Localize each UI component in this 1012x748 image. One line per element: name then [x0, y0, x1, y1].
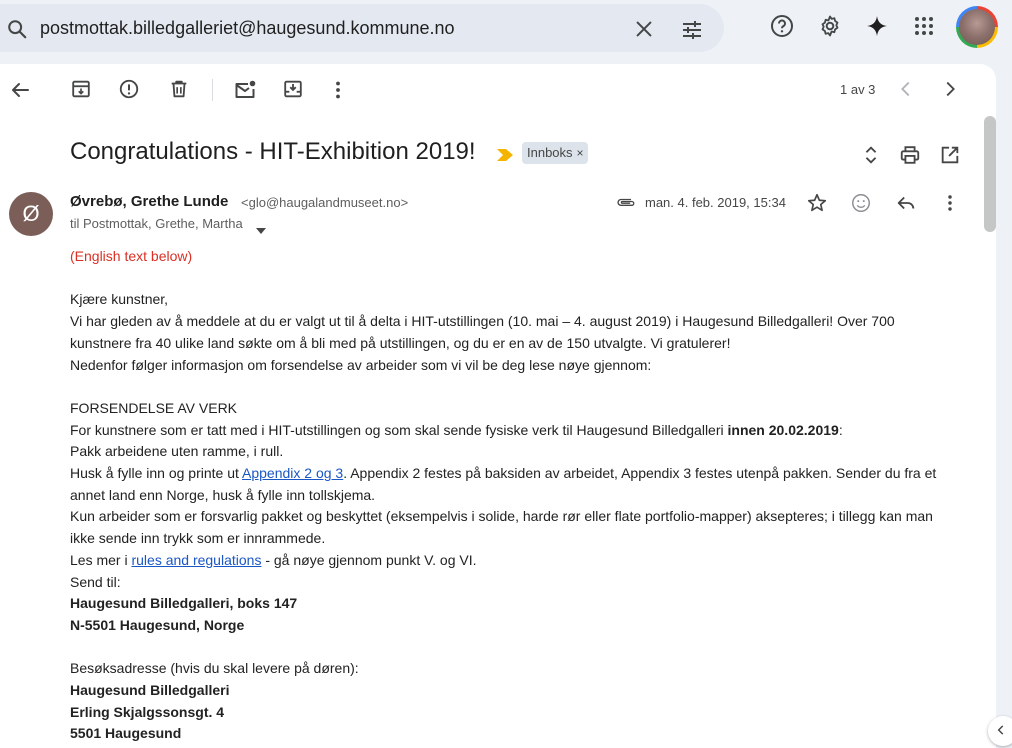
address-line: Erling Skjalgssonsgt. 4: [70, 703, 225, 720]
body-line: kunstnere fra 40 ulike land søkte om å bli med på utstillingen, og du er en av de 150 utvalgte. Vi gratulerer!: [70, 334, 731, 351]
archive-icon[interactable]: [70, 78, 94, 102]
section-title: FORSENDELSE AV VERK: [70, 399, 238, 416]
email-subject: Congratulations - HIT-Exhibition 2019!: [70, 138, 476, 165]
apps-grid-icon[interactable]: [912, 14, 936, 38]
account-avatar[interactable]: [956, 6, 998, 48]
expand-all-icon[interactable]: [860, 144, 882, 166]
label-text: Innboks: [527, 145, 573, 160]
english-note: (English text below): [70, 248, 193, 264]
appendix-link[interactable]: Appendix 2 og 3: [242, 465, 344, 481]
scrollbar-thumb[interactable]: [984, 116, 996, 232]
body-line: For kunstnere som er tatt med i HIT-utstillingen og som skal sende fysiske verk til Haugesund Billedgalleri innen 20.02.2019:: [70, 421, 843, 438]
label-remove-icon[interactable]: ×: [576, 146, 584, 160]
body-line: Pakk arbeidene uten ramme, i rull.: [70, 443, 284, 460]
sender-email: <glo@haugalandmuseet.no>: [241, 195, 409, 210]
body-line: Kun arbeider som er forsvarlig pakket og beskyttet (eksempelvis i solide, harde rør eller flate portfolio-mapper) aksepteres; i tillegg kan man: [70, 508, 933, 525]
delete-icon[interactable]: [168, 78, 192, 102]
body-line: Besøksadresse (hvis du skal levere på døren):: [70, 660, 359, 677]
more-vert-icon[interactable]: [326, 78, 350, 102]
sparkle-icon[interactable]: [865, 14, 889, 38]
search-input[interactable]: postmottak.billedgalleriet@haugesund.kommune.no: [40, 18, 455, 38]
label-chip-inbox[interactable]: [522, 142, 588, 164]
attachment-icon: [616, 195, 636, 214]
open-new-window-icon[interactable]: [939, 144, 961, 166]
tune-icon[interactable]: [680, 18, 704, 47]
body-line: ikke sende inn trykk som er innrammede.: [70, 530, 326, 547]
address-line: Haugesund Billedgalleri: [70, 682, 230, 699]
pager-count: 1 av 3: [840, 82, 876, 97]
recipients: til Postmottak, Grethe, Martha: [70, 216, 243, 231]
body-line: Nedenfor følger informasjon om forsendelse av arbeider som vi vil be deg lese nøye gjennom:: [70, 356, 652, 373]
body-line: Vi har gleden av å meddele at du er valgt ut til å delta i HIT-utstillingen (10. mai – 4. august 2019) i Haugesund Billedgalleri! Over 700: [70, 313, 895, 330]
recipients-dropdown-icon[interactable]: [256, 221, 266, 239]
message-more-icon[interactable]: [939, 192, 961, 214]
body-line: Les mer i rules and regulations - gå nøye gjennom punkt V. og VI.: [70, 551, 477, 568]
star-icon[interactable]: [806, 192, 828, 214]
sender-name[interactable]: Øvrebø, Grethe Lunde: [70, 193, 229, 210]
emoji-react-icon[interactable]: [850, 192, 872, 214]
next-message-icon[interactable]: [939, 78, 963, 102]
report-spam-icon[interactable]: [118, 78, 142, 102]
side-panel-toggle[interactable]: [988, 716, 1012, 746]
body-line: Husk å fylle inn og printe ut Appendix 2 og 3. Appendix 2 festes på baksiden av arbeidet, Appendix 3 festes utenpå pakken. Sender du fra et: [70, 465, 937, 481]
address-line: Haugesund Billedgalleri, boks 147: [70, 595, 298, 612]
move-to-icon[interactable]: [282, 78, 306, 102]
message-toolbar: [0, 64, 996, 116]
message-panel: [0, 64, 996, 748]
rules-link[interactable]: rules and regulations: [131, 551, 262, 568]
body-line: annet land enn Norge, husk å fylle inn tollskjema.: [70, 486, 376, 503]
toolbar-divider: [212, 79, 213, 101]
reply-icon[interactable]: [895, 192, 917, 214]
top-bar: [0, 0, 1012, 58]
important-marker-icon[interactable]: [497, 148, 513, 166]
back-arrow-icon[interactable]: [8, 78, 32, 102]
body-line: Send til:: [70, 573, 121, 590]
close-icon[interactable]: [633, 18, 655, 45]
sender-avatar[interactable]: Ø: [9, 192, 53, 236]
gear-icon[interactable]: [818, 14, 842, 38]
print-icon[interactable]: [899, 144, 921, 166]
prev-message-icon[interactable]: [895, 78, 919, 102]
email-body: [70, 246, 970, 745]
help-icon[interactable]: [770, 14, 794, 38]
greeting: Kjære kunstner,: [70, 291, 169, 308]
search-icon[interactable]: [6, 18, 28, 45]
address-line: 5501 Haugesund: [70, 725, 182, 742]
address-line: N-5501 Haugesund, Norge: [70, 616, 245, 633]
search-bar[interactable]: [0, 4, 724, 52]
mark-unread-icon[interactable]: [233, 78, 257, 102]
email-date: man. 4. feb. 2019, 15:34: [645, 195, 786, 210]
deadline: innen 20.02.2019: [727, 421, 839, 438]
